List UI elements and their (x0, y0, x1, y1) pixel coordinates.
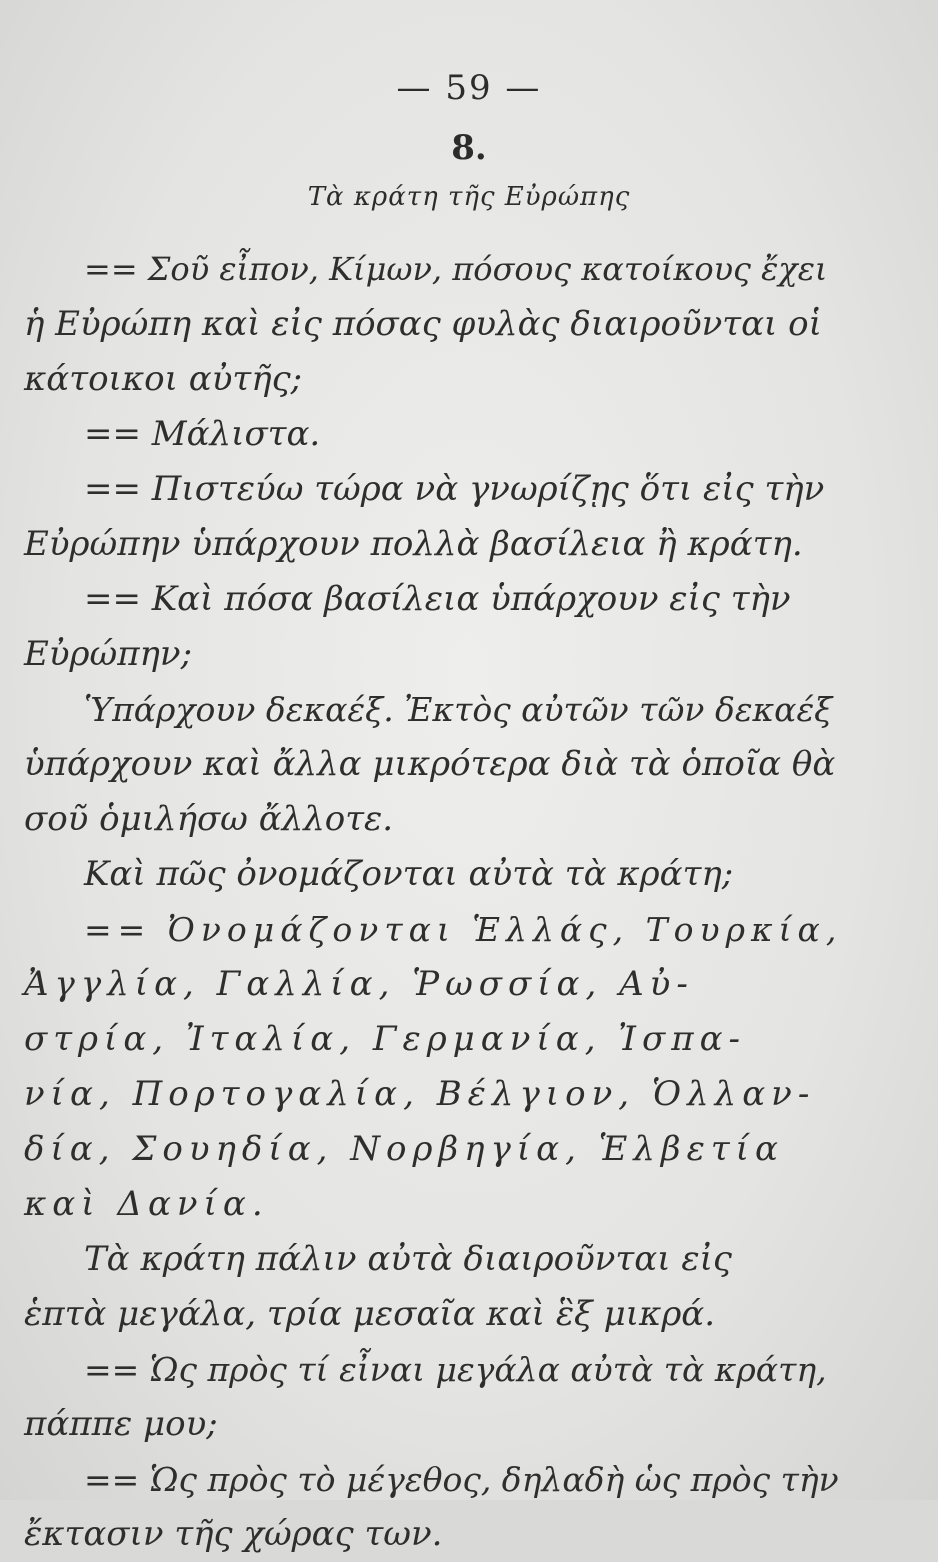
text-line: == Πιστεύω τώρα νὰ γνωρίζῃς ὅτι εἰς τὴν (84, 469, 825, 509)
text-line: Τὰ κράτη πάλιν αὐτὰ διαιροῦνται εἰς (84, 1239, 732, 1279)
text-line: στρία, Ἰταλία, Γερμανία, Ἰσπα- (24, 1019, 747, 1059)
text-line: δία, Σουηδία, Νορβηγία, Ἑλβετία (24, 1129, 784, 1169)
text-line: καὶ Δανία. (24, 1184, 269, 1224)
text-line: Εὐρώπην; (24, 634, 193, 674)
chapter-title: Τὰ κράτη τῆς Εὐρώπης (307, 182, 631, 212)
text-line: == Ὀνομάζονται Ἑλλάς, Τουρκία, (84, 910, 843, 949)
text-line: κάτοικοι αὐτῆς; (24, 359, 303, 399)
text-line: νία, Πορτογαλία, Βέλγιον, Ὁλλαν- (24, 1074, 816, 1114)
text-line: == Καὶ πόσα βασίλεια ὑπάρχουν εἰς τὴν (84, 579, 791, 619)
section-number: 8. (451, 128, 487, 168)
text-line: Καὶ πῶς ὀνομάζονται αὐτὰ τὰ κράτη; (84, 854, 734, 894)
text-line: == Σοῦ εἶπον, Κίμων, πόσους κατοίκους ἔχει (84, 250, 828, 288)
text-line: ἡ Εὐρώπη καὶ εἰς πόσας φυλὰς διαιροῦνται οἱ (24, 304, 822, 344)
text-line: ὑπάρχουν καὶ ἄλλα μικρότερα διὰ τὰ ὁποῖα θὰ (24, 744, 836, 784)
body-text (24, 242, 844, 1562)
text-line: == Ὡς πρὸς τὸ μέγεθος, δηλαδὴ ὡς πρὸς τὴν (84, 1460, 839, 1499)
text-line: ἑπτὰ μεγάλα, τρία μεσαῖα καὶ ἓξ μικρά. (24, 1294, 716, 1334)
text-line: σοῦ ὁμιλήσω ἄλλοτε. (24, 799, 394, 839)
text-line: ἔκτασιν τῆς χώρας των. (24, 1514, 443, 1554)
text-line: == Ὡς πρὸς τί εἶναι μεγάλα αὐτὰ τὰ κράτη, (84, 1350, 827, 1389)
text-line: Ἀγγλία, Γαλλία, Ῥωσσία, Αὐ- (24, 964, 694, 1004)
text-line: Ὑπάρχουν δεκαέξ. Ἐκτὸς αὐτῶν τῶν δεκαέξ (84, 690, 833, 729)
text-line: == Μάλιστα. (84, 414, 321, 454)
text-line: πάππε μου; (24, 1404, 218, 1444)
text-line: Εὐρώπην ὑπάρχουν πολλὰ βασίλεια ἢ κράτη. (24, 524, 803, 564)
page-number: — 59 — (396, 68, 542, 108)
